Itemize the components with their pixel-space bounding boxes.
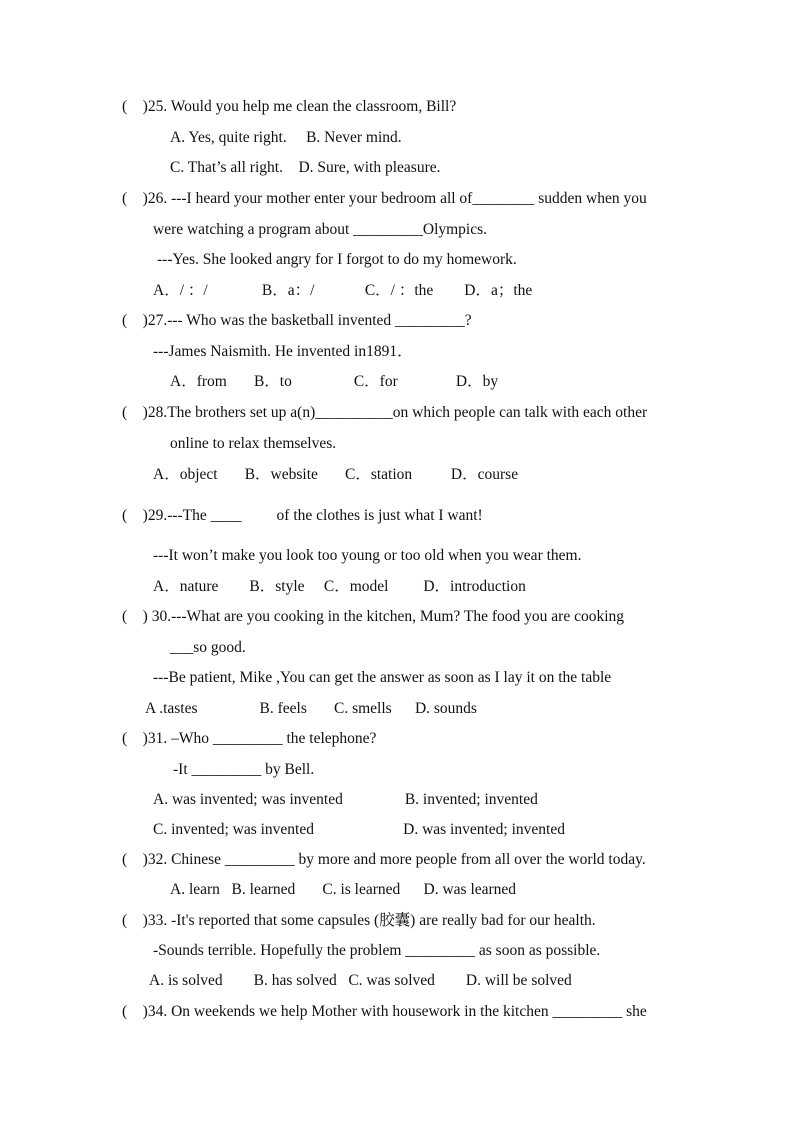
question-26-options: A．/ ：/ B．a：/ C．/ ：the D．a；the bbox=[153, 282, 533, 299]
question-34-stem: ( )34. On weekends we help Mother with housework in the kitchen _________ she bbox=[122, 1003, 647, 1020]
question-30-options: A .tastes B. feels C. smells D. sounds bbox=[145, 700, 477, 717]
question-25-options-ab: A. Yes, quite right. B. Never mind. bbox=[170, 129, 402, 146]
question-25-options-cd: C. That’s all right. D. Sure, with pleasure. bbox=[170, 159, 441, 176]
question-32-options: A. learn B. learned C. is learned D. was learned bbox=[170, 881, 517, 898]
question-33-reply: -Sounds terrible. Hopefully the problem _________ as soon as possible. bbox=[153, 942, 601, 959]
question-33-options: A. is solved B. has solved C. was solved D. will be solved bbox=[149, 972, 572, 989]
question-28-stem: ( )28.The brothers set up a(n)__________on which people can talk with each other bbox=[122, 404, 648, 421]
question-26-reply: ---Yes. She looked angry for I forgot to do my homework. bbox=[157, 251, 517, 268]
question-29-options: A．nature B．style C．model D．introduction bbox=[153, 578, 526, 595]
question-27-reply: ---James Naismith. He invented in1891． bbox=[153, 343, 413, 360]
question-33-stem: ( )33. -It's reported that some capsules (胶囊) are really bad for our health. bbox=[122, 912, 596, 929]
question-31-options-cd: C. invented; was invented D. was invented; invented bbox=[153, 821, 565, 838]
question-31-reply: -It _________ by Bell. bbox=[173, 761, 315, 778]
question-32-stem: ( )32. Chinese _________ by more and more people from all over the world today. bbox=[122, 851, 646, 868]
question-27-stem: ( )27.--- Who was the basketball invented _________? bbox=[122, 312, 472, 329]
question-30-reply: ---Be patient, Mike ,You can get the answer as soon as I lay it on the table bbox=[153, 669, 612, 686]
question-31-stem: ( )31. –Who _________ the telephone? bbox=[122, 730, 377, 747]
question-27-options: A．from B．to C．for D．by bbox=[170, 373, 499, 390]
question-30-stem-cont: ___so good. bbox=[170, 639, 246, 656]
question-29-stem: ( )29.---The ____ of the clothes is just what I want! bbox=[122, 507, 483, 524]
question-25-stem: ( )25. Would you help me clean the classroom, Bill? bbox=[122, 98, 457, 115]
question-28-stem-cont: online to relax themselves. bbox=[170, 435, 337, 452]
question-30-stem: ( ) 30.---What are you cooking in the kitchen, Mum? The food you are cooking bbox=[122, 608, 625, 625]
question-28-options: A．object B．website C．station D．course bbox=[153, 466, 519, 483]
question-29-reply: ---It won’t make you look too young or too old when you wear them. bbox=[153, 547, 582, 564]
question-26-stem-cont: were watching a program about _________Olympics. bbox=[153, 221, 488, 238]
question-31-options-ab: A. was invented; was invented B. invented; invented bbox=[153, 791, 538, 808]
question-26-stem: ( )26. ---I heard your mother enter your bedroom all of________ sudden when you bbox=[122, 190, 647, 207]
